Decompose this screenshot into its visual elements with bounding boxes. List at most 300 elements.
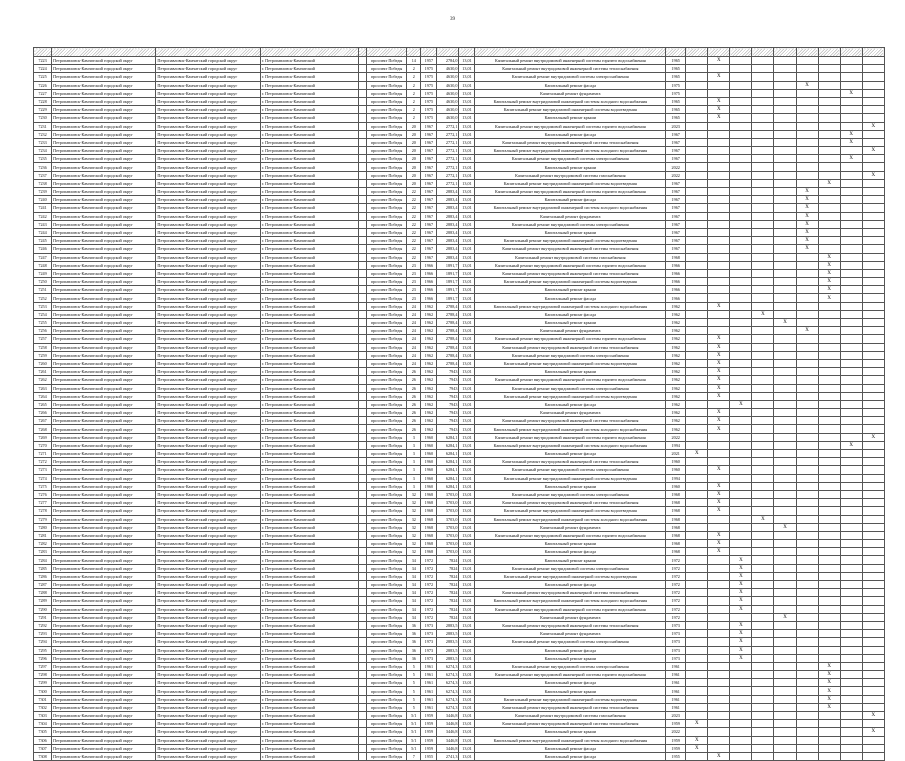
house-number-cell: 22 bbox=[407, 188, 421, 196]
tariff-cell: 13,01 bbox=[459, 155, 475, 163]
year-cell: 1959 bbox=[666, 720, 686, 728]
work-type-cell: Капитальный ремонт внутридомовой системы газоснабжения bbox=[475, 712, 666, 720]
schedule-mark-cell bbox=[818, 589, 840, 597]
street-cell: проспект Победы bbox=[367, 556, 407, 564]
year-cell: 1962 bbox=[666, 319, 686, 327]
schedule-mark-cell bbox=[730, 662, 752, 670]
schedule-mark-cell bbox=[840, 163, 862, 171]
street-cell: проспект Победы bbox=[367, 458, 407, 466]
locality-cell: г. Петропавловск-Камчатский bbox=[260, 597, 358, 605]
municipality-cell: Петропавловск-Камчатский городской округ bbox=[52, 548, 156, 556]
schedule-mark-cell bbox=[774, 425, 796, 433]
schedule-mark-cell bbox=[862, 752, 884, 760]
schedule-mark-cell bbox=[818, 188, 840, 196]
schedule-mark-cell bbox=[818, 204, 840, 212]
year-cell: 1962 bbox=[666, 302, 686, 310]
work-type-cell: Капитальный ремонт внутридомовой системы электроснабжения bbox=[475, 490, 666, 498]
column-header bbox=[796, 48, 818, 57]
street-type-cell bbox=[359, 220, 367, 228]
schedule-mark-cell bbox=[818, 155, 840, 163]
column-header bbox=[34, 48, 52, 57]
schedule-mark-cell bbox=[774, 736, 796, 744]
schedule-mark-cell bbox=[818, 106, 840, 114]
street-type-cell bbox=[359, 261, 367, 269]
build-year-cell: 1962 bbox=[421, 343, 437, 351]
work-type-cell: Капитальный ремонт внутридомовой инженерной системы холодного водоснабжения bbox=[475, 97, 666, 105]
area-cell: 2883,4 bbox=[437, 204, 459, 212]
locality-cell: г. Петропавловск-Камчатский bbox=[260, 466, 358, 474]
build-year-cell: 1972 bbox=[421, 613, 437, 621]
tariff-cell: 13,01 bbox=[459, 662, 475, 670]
schedule-mark-cell bbox=[862, 703, 884, 711]
street-cell: проспект Победы bbox=[367, 97, 407, 105]
locality-cell: г. Петропавловск-Камчатский bbox=[260, 695, 358, 703]
area-cell: 4630,0 bbox=[437, 97, 459, 105]
schedule-mark-cell bbox=[730, 695, 752, 703]
municipality-cell: Петропавловск-Камчатский городской округ bbox=[52, 278, 156, 286]
schedule-mark-cell bbox=[686, 548, 708, 556]
street-cell: проспект Победы bbox=[367, 196, 407, 204]
street-cell: проспект Победы bbox=[367, 392, 407, 400]
schedule-mark-cell bbox=[752, 712, 774, 720]
house-number-cell: 3 bbox=[407, 450, 421, 458]
locality-cell: г. Петропавловск-Камчатский bbox=[260, 147, 358, 155]
area-cell: 2772,1 bbox=[437, 147, 459, 155]
schedule-mark-cell bbox=[818, 327, 840, 335]
work-type-cell: Капитальный ремонт внутридомовой инженерной системы теплоснабжения bbox=[475, 589, 666, 597]
schedule-mark-cell bbox=[686, 130, 708, 138]
schedule-mark-cell bbox=[730, 269, 752, 277]
locality-cell: г. Петропавловск-Камчатский bbox=[260, 654, 358, 662]
house-number-cell: 34 bbox=[407, 605, 421, 613]
schedule-mark-cell bbox=[686, 114, 708, 122]
tariff-cell: 13,01 bbox=[459, 548, 475, 556]
row-number: 7268 bbox=[34, 425, 52, 433]
build-year-cell: 1972 bbox=[421, 564, 437, 572]
house-number-cell: 22 bbox=[407, 212, 421, 220]
house-number-cell: 20 bbox=[407, 179, 421, 187]
year-cell: 1975 bbox=[666, 89, 686, 97]
locality-cell: г. Петропавловск-Камчатский bbox=[260, 392, 358, 400]
house-number-cell: 36 bbox=[407, 621, 421, 629]
house-number-cell: 26 bbox=[407, 417, 421, 425]
house-number-cell: 5 bbox=[407, 703, 421, 711]
settlement-cell: Петропавловск-Камчатский городской округ bbox=[156, 433, 260, 441]
row-number: 7269 bbox=[34, 433, 52, 441]
settlement-cell: Петропавловск-Камчатский городской округ bbox=[156, 179, 260, 187]
municipality-cell: Петропавловск-Камчатский городской округ bbox=[52, 188, 156, 196]
work-type-cell: Капитальный ремонт внутридомовой инженерной системы теплоснабжения bbox=[475, 65, 666, 73]
work-type-cell: Капитальный ремонт внутридомовой системы электроснабжения bbox=[475, 466, 666, 474]
house-number-cell: 24 bbox=[407, 319, 421, 327]
schedule-mark-cell: X bbox=[708, 392, 730, 400]
table-row bbox=[34, 654, 885, 662]
schedule-mark-cell bbox=[686, 646, 708, 654]
build-year-cell: 1962 bbox=[421, 359, 437, 367]
table-row bbox=[34, 155, 885, 163]
schedule-mark-cell bbox=[708, 237, 730, 245]
settlement-cell: Петропавловск-Камчатский городской округ bbox=[156, 720, 260, 728]
municipality-cell: Петропавловск-Камчатский городской округ bbox=[52, 286, 156, 294]
schedule-mark-cell bbox=[708, 269, 730, 277]
street-cell: проспект Победы bbox=[367, 245, 407, 253]
schedule-mark-cell bbox=[708, 204, 730, 212]
year-cell: 1968 bbox=[666, 490, 686, 498]
schedule-mark-cell bbox=[730, 335, 752, 343]
work-type-cell: Капитальный ремонт внутридомовой инженерной системы горячего водоснабжения bbox=[475, 122, 666, 130]
schedule-mark-cell bbox=[840, 97, 862, 105]
tariff-cell: 13,01 bbox=[459, 646, 475, 654]
street-type-cell bbox=[359, 572, 367, 580]
area-cell: 6284,1 bbox=[437, 441, 459, 449]
schedule-mark-cell bbox=[796, 752, 818, 760]
schedule-mark-cell bbox=[774, 441, 796, 449]
year-cell: 1968 bbox=[666, 499, 686, 507]
schedule-mark-cell: X bbox=[708, 106, 730, 114]
schedule-mark-cell bbox=[708, 286, 730, 294]
year-cell: 1962 bbox=[666, 400, 686, 408]
schedule-mark-cell bbox=[818, 310, 840, 318]
street-type-cell bbox=[359, 548, 367, 556]
street-type-cell bbox=[359, 720, 367, 728]
schedule-mark-cell bbox=[840, 319, 862, 327]
work-type-cell: Капитальный ремонт внутридомовой инженерной системы водоотведения bbox=[475, 572, 666, 580]
street-type-cell bbox=[359, 671, 367, 679]
house-number-cell: 26 bbox=[407, 409, 421, 417]
row-number: 7306 bbox=[34, 736, 52, 744]
schedule-mark-cell bbox=[818, 228, 840, 236]
work-type-cell: Капитальный ремонт фундамента bbox=[475, 212, 666, 220]
schedule-mark-cell bbox=[686, 572, 708, 580]
street-type-cell bbox=[359, 196, 367, 204]
schedule-mark-cell bbox=[686, 638, 708, 646]
area-cell: 2772,1 bbox=[437, 122, 459, 130]
house-number-cell: 3 bbox=[407, 482, 421, 490]
schedule-mark-cell bbox=[686, 171, 708, 179]
area-cell: 2788,4 bbox=[437, 351, 459, 359]
schedule-mark-cell bbox=[796, 482, 818, 490]
schedule-mark-cell bbox=[708, 433, 730, 441]
build-year-cell: 1966 bbox=[421, 261, 437, 269]
locality-cell: г. Петропавловск-Камчатский bbox=[260, 515, 358, 523]
schedule-mark-cell: X bbox=[840, 138, 862, 146]
house-number-cell: 32 bbox=[407, 490, 421, 498]
schedule-mark-cell bbox=[862, 597, 884, 605]
table-row bbox=[34, 351, 885, 359]
row-number: 7289 bbox=[34, 597, 52, 605]
settlement-cell: Петропавловск-Камчатский городской округ bbox=[156, 392, 260, 400]
schedule-mark-cell bbox=[752, 302, 774, 310]
street-type-cell bbox=[359, 319, 367, 327]
settlement-cell: Петропавловск-Камчатский городской округ bbox=[156, 646, 260, 654]
schedule-mark-cell bbox=[686, 220, 708, 228]
schedule-mark-cell bbox=[686, 466, 708, 474]
schedule-mark-cell bbox=[730, 319, 752, 327]
schedule-mark-cell bbox=[730, 458, 752, 466]
schedule-mark-cell bbox=[840, 638, 862, 646]
build-year-cell: 1967 bbox=[421, 138, 437, 146]
year-cell: 1961 bbox=[666, 687, 686, 695]
schedule-mark-cell bbox=[774, 368, 796, 376]
settlement-cell: Петропавловск-Камчатский городской округ bbox=[156, 286, 260, 294]
tariff-cell: 13,01 bbox=[459, 163, 475, 171]
work-type-cell: Капитальный ремонт внутридомовой инженерной системы горячего водоснабжения bbox=[475, 376, 666, 384]
schedule-mark-cell bbox=[774, 703, 796, 711]
schedule-mark-cell bbox=[840, 499, 862, 507]
schedule-mark-cell bbox=[818, 597, 840, 605]
schedule-mark-cell bbox=[686, 564, 708, 572]
schedule-mark-cell: X bbox=[708, 548, 730, 556]
schedule-mark-cell bbox=[752, 212, 774, 220]
schedule-mark-cell bbox=[686, 490, 708, 498]
work-type-cell: Капитальный ремонт фасада bbox=[475, 581, 666, 589]
schedule-mark-cell bbox=[818, 638, 840, 646]
street-cell: проспект Победы bbox=[367, 720, 407, 728]
row-number: 7252 bbox=[34, 294, 52, 302]
schedule-mark-cell bbox=[752, 728, 774, 736]
build-year-cell: 1968 bbox=[421, 515, 437, 523]
schedule-mark-cell bbox=[686, 613, 708, 621]
area-cell: 4630,0 bbox=[437, 73, 459, 81]
schedule-mark-cell bbox=[796, 122, 818, 130]
schedule-mark-cell bbox=[818, 646, 840, 654]
settlement-cell: Петропавловск-Камчатский городской округ bbox=[156, 147, 260, 155]
schedule-mark-cell bbox=[708, 327, 730, 335]
schedule-mark-cell bbox=[818, 720, 840, 728]
build-year-cell: 1973 bbox=[421, 654, 437, 662]
schedule-mark-cell bbox=[862, 392, 884, 400]
schedule-mark-cell bbox=[818, 73, 840, 81]
area-cell: 2772,1 bbox=[437, 130, 459, 138]
year-cell: 1961 bbox=[666, 662, 686, 670]
row-number: 7290 bbox=[34, 605, 52, 613]
year-cell: 1966 bbox=[666, 269, 686, 277]
schedule-mark-cell bbox=[840, 376, 862, 384]
schedule-mark-cell bbox=[730, 507, 752, 515]
work-type-cell: Капитальный ремонт внутридомовой системы электроснабжения bbox=[475, 564, 666, 572]
build-year-cell: 1968 bbox=[421, 499, 437, 507]
schedule-mark-cell bbox=[686, 179, 708, 187]
schedule-mark-cell bbox=[840, 695, 862, 703]
table-row bbox=[34, 441, 885, 449]
schedule-mark-cell bbox=[818, 605, 840, 613]
schedule-mark-cell bbox=[862, 302, 884, 310]
schedule-mark-cell bbox=[796, 736, 818, 744]
schedule-mark-cell bbox=[840, 703, 862, 711]
house-number-cell: 2 bbox=[407, 89, 421, 97]
street-cell: проспект Победы bbox=[367, 188, 407, 196]
tariff-cell: 13,01 bbox=[459, 89, 475, 97]
area-cell: 2788,4 bbox=[437, 327, 459, 335]
build-year-cell: 1972 bbox=[421, 572, 437, 580]
schedule-mark-cell bbox=[840, 523, 862, 531]
schedule-mark-cell bbox=[774, 327, 796, 335]
area-cell: 2788,4 bbox=[437, 335, 459, 343]
schedule-mark-cell: X bbox=[730, 621, 752, 629]
tariff-cell: 13,01 bbox=[459, 310, 475, 318]
settlement-cell: Петропавловск-Камчатский городской округ bbox=[156, 343, 260, 351]
schedule-mark-cell bbox=[862, 343, 884, 351]
schedule-mark-cell bbox=[730, 540, 752, 548]
schedule-mark-cell bbox=[862, 613, 884, 621]
schedule-mark-cell bbox=[730, 81, 752, 89]
schedule-mark-cell bbox=[774, 712, 796, 720]
year-cell: 1960 bbox=[666, 482, 686, 490]
schedule-mark-cell bbox=[774, 310, 796, 318]
table-row bbox=[34, 548, 885, 556]
schedule-mark-cell bbox=[686, 605, 708, 613]
house-number-cell: 20 bbox=[407, 138, 421, 146]
table-row bbox=[34, 220, 885, 228]
row-number: 7265 bbox=[34, 400, 52, 408]
schedule-mark-cell bbox=[752, 605, 774, 613]
table-row bbox=[34, 327, 885, 335]
house-number-cell: 24 bbox=[407, 351, 421, 359]
tariff-cell: 13,01 bbox=[459, 351, 475, 359]
tariff-cell: 13,01 bbox=[459, 540, 475, 548]
schedule-mark-cell bbox=[862, 736, 884, 744]
area-cell: 6274,3 bbox=[437, 671, 459, 679]
street-type-cell bbox=[359, 376, 367, 384]
tariff-cell: 13,01 bbox=[459, 335, 475, 343]
schedule-mark-cell bbox=[862, 57, 884, 65]
table-row bbox=[34, 368, 885, 376]
schedule-mark-cell bbox=[730, 368, 752, 376]
street-cell: проспект Победы bbox=[367, 130, 407, 138]
schedule-mark-cell bbox=[796, 589, 818, 597]
schedule-mark-cell: X bbox=[730, 597, 752, 605]
table-row bbox=[34, 228, 885, 236]
area-cell: 6284,1 bbox=[437, 474, 459, 482]
locality-cell: г. Петропавловск-Камчатский bbox=[260, 507, 358, 515]
schedule-mark-cell bbox=[840, 335, 862, 343]
street-cell: проспект Победы bbox=[367, 384, 407, 392]
municipality-cell: Петропавловск-Камчатский городской округ bbox=[52, 147, 156, 155]
schedule-mark-cell bbox=[862, 605, 884, 613]
settlement-cell: Петропавловск-Камчатский городской округ bbox=[156, 220, 260, 228]
locality-cell: г. Петропавловск-Камчатский bbox=[260, 425, 358, 433]
schedule-mark-cell bbox=[752, 351, 774, 359]
area-cell: 2883,5 bbox=[437, 621, 459, 629]
row-number: 7228 bbox=[34, 97, 52, 105]
schedule-mark-cell bbox=[862, 65, 884, 73]
schedule-mark-cell: X bbox=[796, 196, 818, 204]
street-cell: проспект Победы bbox=[367, 744, 407, 752]
schedule-mark-cell bbox=[796, 376, 818, 384]
street-cell: проспект Победы bbox=[367, 662, 407, 670]
column-header bbox=[475, 48, 666, 57]
street-cell: проспект Победы bbox=[367, 703, 407, 711]
schedule-mark-cell bbox=[686, 662, 708, 670]
schedule-mark-cell bbox=[840, 597, 862, 605]
street-cell: проспект Победы bbox=[367, 261, 407, 269]
municipality-cell: Петропавловск-Камчатский городской округ bbox=[52, 81, 156, 89]
schedule-mark-cell bbox=[774, 384, 796, 392]
row-number: 7230 bbox=[34, 114, 52, 122]
table-row bbox=[34, 515, 885, 523]
house-number-cell: 23 bbox=[407, 261, 421, 269]
tariff-cell: 13,01 bbox=[459, 147, 475, 155]
schedule-mark-cell: X bbox=[796, 188, 818, 196]
schedule-mark-cell bbox=[708, 564, 730, 572]
locality-cell: г. Петропавловск-Камчатский bbox=[260, 73, 358, 81]
street-type-cell bbox=[359, 523, 367, 531]
schedule-mark-cell bbox=[840, 409, 862, 417]
area-cell: 2883,4 bbox=[437, 237, 459, 245]
schedule-mark-cell: X bbox=[730, 605, 752, 613]
settlement-cell: Петропавловск-Камчатский городской округ bbox=[156, 572, 260, 580]
house-number-cell: 26 bbox=[407, 425, 421, 433]
year-cell: 1994 bbox=[666, 474, 686, 482]
schedule-mark-cell bbox=[818, 744, 840, 752]
tariff-cell: 13,01 bbox=[459, 671, 475, 679]
table-row bbox=[34, 400, 885, 408]
schedule-mark-cell bbox=[796, 319, 818, 327]
row-number: 7246 bbox=[34, 245, 52, 253]
settlement-cell: Петропавловск-Камчатский городской округ bbox=[156, 253, 260, 261]
settlement-cell: Петропавловск-Камчатский городской округ bbox=[156, 302, 260, 310]
area-cell: 2788,4 bbox=[437, 359, 459, 367]
locality-cell: г. Петропавловск-Камчатский bbox=[260, 581, 358, 589]
schedule-mark-cell: X bbox=[708, 57, 730, 65]
area-cell: 2788,4 bbox=[437, 302, 459, 310]
schedule-mark-cell bbox=[708, 458, 730, 466]
work-type-cell: Капитальный ремонт крыши bbox=[475, 687, 666, 695]
schedule-mark-cell bbox=[818, 728, 840, 736]
schedule-mark-cell: X bbox=[818, 662, 840, 670]
schedule-mark-cell: X bbox=[818, 253, 840, 261]
street-cell: проспект Победы bbox=[367, 106, 407, 114]
table-row bbox=[34, 458, 885, 466]
tariff-cell: 13,01 bbox=[459, 482, 475, 490]
schedule-mark-cell bbox=[730, 351, 752, 359]
tariff-cell: 13,01 bbox=[459, 302, 475, 310]
schedule-mark-cell bbox=[774, 73, 796, 81]
table-row bbox=[34, 556, 885, 564]
house-number-cell: 34 bbox=[407, 581, 421, 589]
street-type-cell bbox=[359, 695, 367, 703]
area-cell: 2883,4 bbox=[437, 228, 459, 236]
tariff-cell: 13,01 bbox=[459, 106, 475, 114]
year-cell: 1972 bbox=[666, 581, 686, 589]
tariff-cell: 13,01 bbox=[459, 294, 475, 302]
tariff-cell: 13,01 bbox=[459, 179, 475, 187]
schedule-mark-cell bbox=[774, 597, 796, 605]
street-type-cell bbox=[359, 490, 367, 498]
tariff-cell: 13,01 bbox=[459, 188, 475, 196]
schedule-mark-cell bbox=[730, 245, 752, 253]
schedule-mark-cell bbox=[796, 728, 818, 736]
house-number-cell: 24 bbox=[407, 335, 421, 343]
street-cell: проспект Победы bbox=[367, 540, 407, 548]
tariff-cell: 13,01 bbox=[459, 376, 475, 384]
street-type-cell bbox=[359, 368, 367, 376]
year-cell: 1961 bbox=[666, 695, 686, 703]
row-number: 7283 bbox=[34, 548, 52, 556]
schedule-mark-cell bbox=[774, 556, 796, 564]
year-cell: 1966 bbox=[666, 261, 686, 269]
tariff-cell: 13,01 bbox=[459, 703, 475, 711]
schedule-mark-cell bbox=[686, 57, 708, 65]
schedule-mark-cell bbox=[752, 703, 774, 711]
schedule-mark-cell bbox=[774, 155, 796, 163]
schedule-mark-cell: X bbox=[730, 638, 752, 646]
schedule-mark-cell bbox=[862, 245, 884, 253]
tariff-cell: 13,01 bbox=[459, 679, 475, 687]
street-cell: проспект Победы bbox=[367, 695, 407, 703]
build-year-cell: 1967 bbox=[421, 179, 437, 187]
locality-cell: г. Петропавловск-Камчатский bbox=[260, 130, 358, 138]
